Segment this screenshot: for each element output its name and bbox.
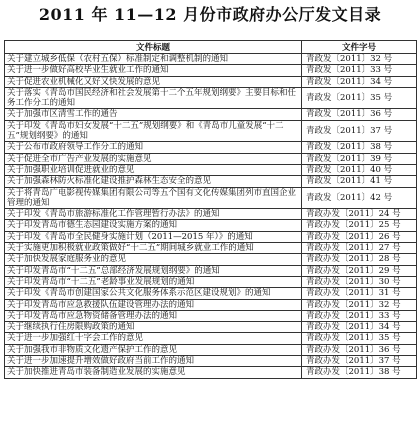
document-number-cell: 青政发〔2011〕36 号 [302, 109, 417, 120]
document-number-cell: 青政发〔2011〕38 号 [302, 142, 417, 153]
document-title-cell: 关于印发青岛市“十二五”老龄事业发展规划的通知 [5, 276, 302, 287]
table-row [5, 276, 417, 287]
document-title-cell: 关于加强我市非物质文化遗产保护工作的意见 [5, 344, 302, 355]
column-header-number: 文件字号 [302, 41, 417, 54]
document-number-cell: 青政发〔2011〕35 号 [302, 87, 417, 109]
table-row [5, 187, 417, 209]
document-number-cell: 青政发〔2011〕39 号 [302, 153, 417, 164]
document-title-cell: 关于进一步加强红十字会工作的意见 [5, 333, 302, 344]
document-number-cell: 青政发〔2011〕33 号 [302, 65, 417, 76]
table-row [5, 120, 417, 142]
document-number-cell: 青政办发〔2011〕24 号 [302, 209, 417, 220]
document-title-cell: 关于印发青岛市“十二五”总部经济发展规划纲要》的通知 [5, 265, 302, 276]
document-number-cell: 青政办发〔2011〕37 号 [302, 356, 417, 367]
document-title-cell: 关于加快发展家庭服务业的意见 [5, 254, 302, 265]
table-row [5, 76, 417, 87]
table-row [5, 220, 417, 231]
document-title-cell: 关于将青岛广电影视传媒集团有限公司等五个国有文化传媒集团列市直国企业管理的通知 [5, 187, 302, 209]
table-row [5, 310, 417, 321]
document-title-cell: 关于加强森林防火标准化建设推护森林生态安全的意见 [5, 176, 302, 187]
document-number-cell: 青政办发〔2011〕34 号 [302, 322, 417, 333]
document-number-cell: 青政办发〔2011〕38 号 [302, 367, 417, 378]
document-number-cell: 青政办发〔2011〕31 号 [302, 288, 417, 299]
document-title-cell: 关于实施更加积极就业政策做好“十二五”期间城乡就业工作的通知 [5, 243, 302, 254]
document-title-cell: 关于继续执行住房限购政策的通知 [5, 322, 302, 333]
document-number-cell: 青政办发〔2011〕25 号 [302, 220, 417, 231]
table-row [5, 356, 417, 367]
document-title-cell: 关于进一步加速提升增效做好政府当前工作的通知 [5, 356, 302, 367]
document-title-cell: 关于落实《青岛市国民经济和社会发展第十二个五年规划纲要》主要目标和任务工作分工的通知 [5, 87, 302, 109]
document-title-cell: 关于印发青岛市德生态园建设实施方案的通知 [5, 220, 302, 231]
document-number-cell: 青政办发〔2011〕29 号 [302, 265, 417, 276]
document-title-cell: 关于加强职业培训促进就业的意见 [5, 164, 302, 175]
document-list-table [4, 40, 417, 379]
document-title-cell: 关于加强市区清雪工作的通告 [5, 109, 302, 120]
document-title-cell: 关于加快推进青岛市装备制造业发展的实施意见 [5, 367, 302, 378]
table-row [5, 344, 417, 355]
column-header-title: 文件标题 [5, 41, 302, 54]
table-row [5, 299, 417, 310]
document-number-cell: 青政办发〔2011〕33 号 [302, 310, 417, 321]
table-row [5, 322, 417, 333]
document-title-cell: 关于公布市政府领导工作分工的通知 [5, 142, 302, 153]
table-row [5, 87, 417, 109]
document-title-cell: 关于印发《青岛市妇女发展“十二五”规划纲要》和《青岛市儿童发展“十二五”规划纲要》的通知 [5, 120, 302, 142]
table-row [5, 109, 417, 120]
table-row [5, 54, 417, 65]
document-number-cell: 青政办发〔2011〕27 号 [302, 243, 417, 254]
document-number-cell: 青政发〔2011〕37 号 [302, 120, 417, 142]
document-title-cell: 关于建立城乡低保（农村五保）标准制定和调整机制的通知 [5, 54, 302, 65]
document-number-cell: 青政办发〔2011〕26 号 [302, 231, 417, 242]
table-row [5, 254, 417, 265]
document-title-cell: 关于印发《青岛市创建国家公共文化服务体系示范区建设规划》的通知 [5, 288, 302, 299]
document-number-cell: 青政发〔2011〕40 号 [302, 164, 417, 175]
table-header-row [5, 41, 417, 54]
document-number-cell: 青政发〔2011〕41 号 [302, 176, 417, 187]
table-row [5, 333, 417, 344]
document-title-cell: 关于印发青岛市应急救援队伍建设管理办法的通知 [5, 299, 302, 310]
document-number-cell: 青政办发〔2011〕35 号 [302, 333, 417, 344]
table-row [5, 209, 417, 220]
document-title-cell: 关于进一步做好高校毕业生就业工作的通知 [5, 65, 302, 76]
table-row [5, 243, 417, 254]
table-row [5, 231, 417, 242]
table-row [5, 288, 417, 299]
document-title-cell: 关于促进农业机械化又好又快发展的意见 [5, 76, 302, 87]
document-number-cell: 青政办发〔2011〕28 号 [302, 254, 417, 265]
table-row [5, 164, 417, 175]
table-row [5, 153, 417, 164]
table-row [5, 265, 417, 276]
table-body [5, 54, 417, 379]
document-number-cell: 青政办发〔2011〕36 号 [302, 344, 417, 355]
document-title-cell: 关于促进全市广告产业发展的实施意见 [5, 153, 302, 164]
document-title-cell: 关于印发《青岛市全民健身实施计划（2011—2015 年）》的通知 [5, 231, 302, 242]
table-row [5, 142, 417, 153]
document-number-cell: 青政办发〔2011〕30 号 [302, 276, 417, 287]
table-row [5, 176, 417, 187]
document-title-cell: 关于印发青岛市应急物资储备管理办法的通知 [5, 310, 302, 321]
table-row [5, 367, 417, 378]
document-number-cell: 青政发〔2011〕34 号 [302, 76, 417, 87]
page-title: 2011 年 11—12 月份市政府办公厅发文目录 [38, 5, 382, 24]
document-number-cell: 青政办发〔2011〕32 号 [302, 299, 417, 310]
document-title-cell: 关于印发《青岛市旅游标准化工作管理暂行办法》的通知 [5, 209, 302, 220]
document-number-cell: 青政发〔2011〕32 号 [302, 54, 417, 65]
table-row [5, 65, 417, 76]
document-number-cell: 青政发〔2011〕42 号 [302, 187, 417, 209]
